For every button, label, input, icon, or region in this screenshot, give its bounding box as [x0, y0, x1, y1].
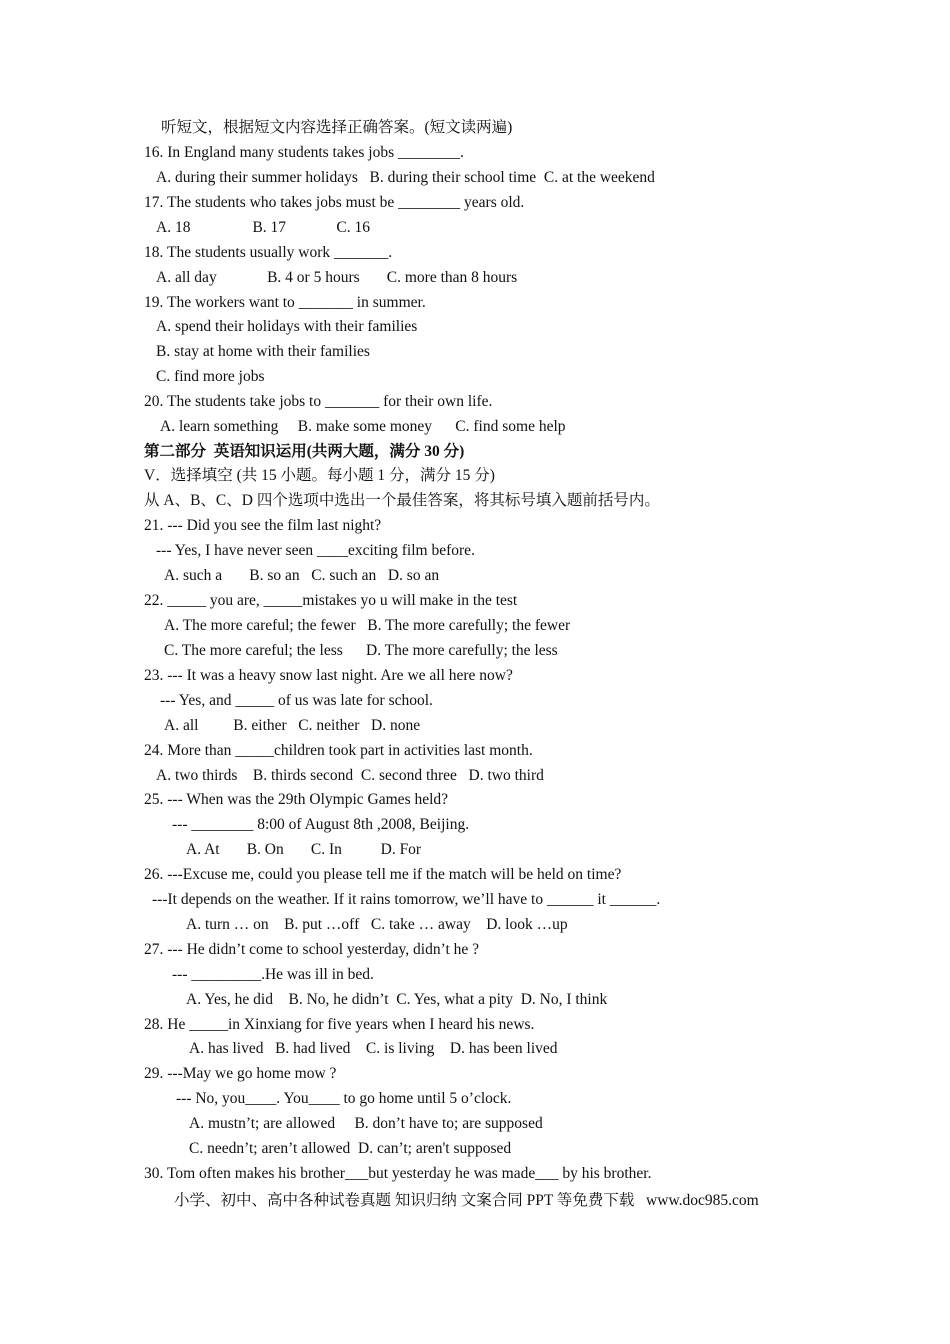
question-24-options: A. two thirds B. thirds second C. second three D. two third	[156, 767, 544, 784]
section-5-instruction: 从 A、B、C、D 四个选项中选出一个最佳答案，将其标号填入题前括号内。	[144, 492, 660, 509]
question-28-options: A. has lived B. had lived C. is living D. has been lived	[189, 1040, 558, 1057]
part-2-title: 第二部分 英语知识运用(共两大题，满分 30 分)	[144, 443, 465, 460]
question-16-stem: 16. In England many students takes jobs ________.	[144, 144, 464, 161]
question-29-line-2: --- No, you____. You____ to go home until 5 o’clock.	[176, 1090, 512, 1107]
question-26-line-1: 26. ---Excuse me, could you please tell me if the match will be held on time?	[144, 866, 622, 883]
question-24-stem: 24. More than _____children took part in activities last month.	[144, 742, 533, 759]
question-23-line-2: --- Yes, and _____ of us was late for school.	[160, 692, 433, 709]
question-18-stem: 18. The students usually work _______.	[144, 244, 393, 261]
question-22-options-cd: C. The more careful; the less D. The more carefully; the less	[164, 642, 558, 659]
question-21-line-1: 21. --- Did you see the film last night?	[144, 517, 382, 534]
question-27-options: A. Yes, he did B. No, he didn’t C. Yes, what a pity D. No, I think	[186, 991, 608, 1008]
question-29-line-1: 29. ---May we go home mow ?	[144, 1065, 337, 1082]
question-25-line-1: 25. --- When was the 29th Olympic Games held?	[144, 791, 449, 808]
question-20-stem: 20. The students take jobs to _______ for their own life.	[144, 393, 493, 410]
listening-instruction: 听短文，根据短文内容选择正确答案。(短文读两遍)	[161, 119, 513, 136]
question-27-line-1: 27. --- He didn’t come to school yesterday, didn’t he ?	[144, 941, 480, 958]
question-26-options: A. turn … on B. put …off C. take … away D. look …up	[186, 916, 568, 933]
question-22-options-ab: A. The more careful; the fewer B. The more carefully; the fewer	[164, 617, 571, 634]
question-19-option-c: C. find more jobs	[156, 368, 265, 385]
question-23-line-1: 23. --- It was a heavy snow last night. Are we all here now?	[144, 667, 513, 684]
question-21-options: A. such a B. so an C. such an D. so an	[164, 567, 440, 584]
question-19-stem: 19. The workers want to _______ in summer.	[144, 294, 426, 311]
question-22-stem: 22. _____ you are, _____mistakes yo u will make in the test	[144, 592, 518, 609]
question-19-option-b: B. stay at home with their families	[156, 343, 370, 360]
question-20-options: A. learn something B. make some money C. find some help	[160, 418, 566, 435]
question-17-options: A. 18 B. 17 C. 16	[156, 219, 370, 236]
page-footer: 小学、初中、高中各种试卷真题 知识归纳 文案合同 PPT 等免费下载 www.doc985.com	[174, 1192, 759, 1209]
question-18-options: A. all day B. 4 or 5 hours C. more than 8 hours	[156, 269, 518, 286]
question-27-line-2: --- _________.He was ill in bed.	[172, 966, 374, 983]
question-29-options-ab: A. mustn’t; are allowed B. don’t have to; are supposed	[189, 1115, 543, 1132]
question-17-stem: 17. The students who takes jobs must be ________ years old.	[144, 194, 525, 211]
question-28-stem: 28. He _____in Xinxiang for five years when I heard his news.	[144, 1016, 535, 1033]
question-21-line-2: --- Yes, I have never seen ____exciting film before.	[156, 542, 475, 559]
question-29-options-cd: C. needn’t; aren’t allowed D. can’t; aren't supposed	[189, 1140, 512, 1157]
question-16-options: A. during their summer holidays B. during their school time C. at the weekend	[156, 169, 655, 186]
question-26-line-2: ---It depends on the weather. If it rains tomorrow, we’ll have to ______ it ______.	[152, 891, 661, 908]
section-5-title: V．选择填空 (共 15 小题。每小题 1 分，满分 15 分)	[144, 467, 495, 484]
question-30-stem: 30. Tom often makes his brother___but yesterday he was made___ by his brother.	[144, 1165, 652, 1182]
question-25-options: A. At B. On C. In D. For	[186, 841, 422, 858]
question-25-line-2: --- ________ 8:00 of August 8th ,2008, Beijing.	[172, 816, 470, 833]
question-23-options: A. all B. either C. neither D. none	[164, 717, 421, 734]
question-19-option-a: A. spend their holidays with their families	[156, 318, 418, 335]
